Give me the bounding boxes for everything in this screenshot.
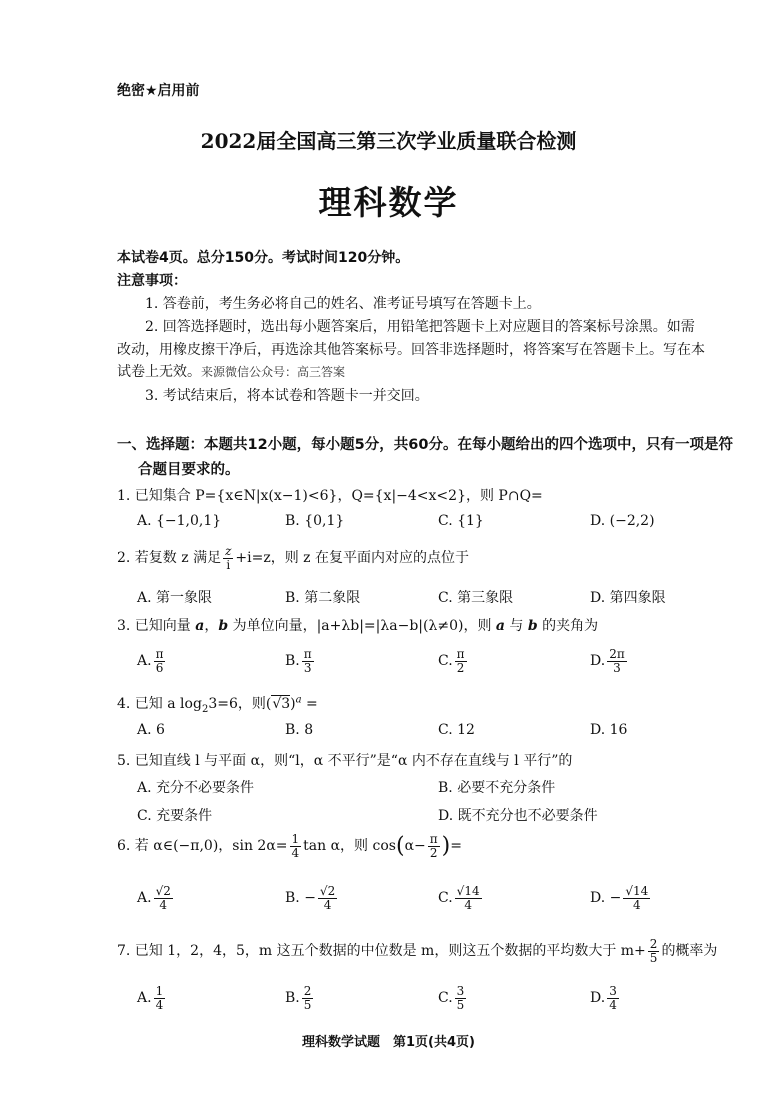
notes-heading: 注意事项： <box>117 273 187 289</box>
confidential-mark: 绝密★启用前 <box>117 83 200 99</box>
q7-d-label: D. <box>590 990 606 1007</box>
q3-c-num: π <box>456 647 465 661</box>
note-2-line-3 <box>117 361 345 381</box>
q6-post: = <box>450 838 462 855</box>
q6-c-frac <box>455 885 482 911</box>
q7-frac <box>648 938 660 964</box>
q3-b-label: B. <box>285 653 300 670</box>
q6-c-label: C. <box>438 890 453 907</box>
q6-b-label: B. − <box>285 890 316 907</box>
section-1-heading-cont: 合题目要求的。 <box>138 462 240 478</box>
q7-a-num: 1 <box>155 984 164 998</box>
q7-d-num: 3 <box>609 984 617 998</box>
q1-option-c: C. {1} <box>438 513 484 529</box>
q6-d-den: 4 <box>623 898 650 912</box>
q6-a-den: 4 <box>154 898 173 912</box>
q6-a-num: √2 <box>155 884 171 898</box>
exam-info: 本试卷4页。总分150分。考试时间120分钟。 <box>117 250 410 266</box>
q6-d-num: √14 <box>625 884 649 898</box>
q7-pre: 7. 已知 1，2，4，5，m 这五个数据的中位数是 m，则这五个数据的平均数大于 m+ <box>117 943 646 960</box>
q7-a-label: A. <box>137 990 152 1007</box>
q3-a-num: π <box>155 647 164 661</box>
q6-g-den: 2 <box>428 846 440 860</box>
q3-b-den: 3 <box>302 661 314 675</box>
q2-pre: 2. 若复数 z 满足 <box>117 550 222 567</box>
q3-sep: ， <box>204 618 219 634</box>
q7-c-label: C. <box>438 990 453 1007</box>
q4-log-base: 2 <box>201 703 209 715</box>
q7-a-frac <box>154 985 166 1011</box>
question-3-stem <box>117 615 598 635</box>
q4-pre: 4. 已知 a log <box>117 696 202 712</box>
q3-vec-b: b <box>218 618 229 634</box>
q5-option-b: B. 必要不充分条件 <box>438 780 556 796</box>
q3-d-frac <box>607 648 627 674</box>
q7-d-den: 4 <box>609 997 617 1012</box>
q5-option-a: A. 充分不必要条件 <box>137 780 255 796</box>
exam-title: 2022届全国高三第三次学业质量联合检测 <box>200 129 577 153</box>
q6-option-c <box>438 885 484 911</box>
q6-a-frac <box>154 885 173 911</box>
q3-vec-a-2: a <box>495 618 505 634</box>
question-6-stem <box>117 833 462 859</box>
q4-option-b: B. 8 <box>285 722 314 738</box>
section-1-heading: 一、选择题：本题共12小题，每小题5分，共60分。在每小题给出的四个选项中，只有一项是符 <box>117 437 733 453</box>
q2-option-a: A. 第一象限 <box>137 590 213 606</box>
q4-exponent: a <box>295 694 302 706</box>
q6-frac-half-pi <box>428 833 440 859</box>
q2-fraction <box>223 545 233 571</box>
q4-option-a: A. 6 <box>137 722 165 738</box>
q7-b-den: 5 <box>303 997 312 1012</box>
q7-c-num: 3 <box>456 984 465 998</box>
q3-c-label: C. <box>438 653 453 670</box>
q3-option-c <box>438 648 469 674</box>
note-2-line-2: 改动，用橡皮擦干净后，再选涂其他答案标号。回答非选择题时，将答案写在答题卡上。写在本 <box>117 342 705 358</box>
q6-mid: tan α，则 cos <box>303 838 396 855</box>
q7-post: 的概率为 <box>661 943 718 960</box>
q3-d-label: D. <box>590 653 606 670</box>
q1-option-a: A. {−1,0,1} <box>137 513 222 529</box>
q6-lparen: ( <box>395 833 405 859</box>
q6-b-frac <box>318 885 337 911</box>
q6-c-num: √14 <box>456 884 480 898</box>
q3-option-b <box>285 648 316 674</box>
q6-f-den: 4 <box>291 845 300 860</box>
q3-a-den: 6 <box>154 661 166 675</box>
q3-vec-a: a <box>195 618 205 634</box>
question-1-stem: 1. 已知集合 P={x∈N|x(x−1)<6}，Q={x|−4<x<2}，则 P∩Q= <box>117 488 543 504</box>
question-5-stem: 5. 已知直线 l 与平面 α，则“l，α 不平行”是“α 内不存在直线与 l 平行”的 <box>117 753 573 769</box>
q6-b-den: 4 <box>318 898 337 912</box>
q7-b-num: 2 <box>303 984 312 998</box>
q3-mid: 为单位向量，|a+λb|=|λa−b|(λ≠0)，则 <box>228 618 496 634</box>
q3-vec-b-2: b <box>527 618 538 634</box>
question-7-stem <box>117 938 717 964</box>
note-3: 3. 考试结束后，将本试卷和答题卡一并交回。 <box>145 388 429 404</box>
q7-f-num: 2 <box>649 937 658 951</box>
q3-c-den: 2 <box>455 661 467 675</box>
q4-option-c: C. 12 <box>438 722 475 738</box>
q2-frac-den: i <box>223 558 233 572</box>
q3-pre: 3. 已知向量 <box>117 618 196 634</box>
q3-a-frac <box>154 648 166 674</box>
q1-option-d: D. (−2,2) <box>590 513 655 529</box>
q3-d-den: 3 <box>607 661 627 675</box>
q7-option-a <box>137 985 167 1011</box>
q4-mid: 3=6，则( <box>208 696 272 712</box>
q2-option-c: C. 第三象限 <box>438 590 514 606</box>
q6-c-den: 4 <box>455 898 482 912</box>
q3-a-label: A. <box>137 653 152 670</box>
q6-rparen: ) <box>441 833 451 859</box>
q6-option-a <box>137 885 175 911</box>
q5-option-d: D. 既不充分也不必要条件 <box>438 808 598 824</box>
q3-post: 的夹角为 <box>537 618 599 634</box>
question-2-stem <box>117 545 469 571</box>
q3-c-frac <box>455 648 467 674</box>
q6-pre: 6. 若 α∈(−π,0)，sin 2α= <box>117 838 288 855</box>
q2-frac-num: z <box>225 544 232 558</box>
q4-sqrt: √3 <box>272 696 291 712</box>
q6-d-label: D. − <box>590 890 622 907</box>
q7-b-frac <box>302 985 314 1011</box>
q3-d-num: 2π <box>609 647 625 661</box>
q7-c-frac <box>455 985 467 1011</box>
q7-d-frac <box>607 985 619 1011</box>
q6-a-label: A. <box>137 890 152 907</box>
q6-inner: α− <box>404 838 426 855</box>
q6-g-num: π <box>429 832 438 846</box>
q7-option-b <box>285 985 315 1011</box>
q3-option-d <box>590 648 629 674</box>
q6-option-b <box>285 885 339 911</box>
q6-d-frac <box>623 885 650 911</box>
note-2-line-3-text: 试卷上无效。 <box>117 364 201 380</box>
q2-post: +i=z，则 z 在复平面内对应的点位于 <box>235 550 470 567</box>
q6-frac-quarter <box>290 833 302 859</box>
q4-option-d: D. 16 <box>590 722 628 738</box>
q7-b-label: B. <box>285 990 300 1007</box>
q4-post: = <box>301 696 318 712</box>
subject-title: 理科数学 <box>318 183 459 222</box>
q6-f-num: 1 <box>291 832 300 846</box>
q2-option-b: B. 第二象限 <box>285 590 361 606</box>
q3-option-a <box>137 648 167 674</box>
q2-option-d: D. 第四象限 <box>590 590 666 606</box>
q3-and: 与 <box>504 618 528 634</box>
note-2-line-1: 2. 回答选择题时，选出每小题答案后，用铅笔把答题卡上对应题目的答案标号涂黑。如需 <box>145 319 695 335</box>
q7-f-den: 5 <box>649 950 658 965</box>
source-note: 来源微信公众号：高三答案 <box>201 365 346 379</box>
q4-close: ) <box>290 696 296 712</box>
note-1: 1. 答卷前，考生务必将自己的姓名、准考证号填写在答题卡上。 <box>145 296 541 312</box>
q3-b-frac <box>302 648 314 674</box>
q6-b-num: √2 <box>319 884 336 898</box>
question-4-stem <box>117 693 318 715</box>
q7-option-c <box>438 985 468 1011</box>
q7-a-den: 4 <box>155 997 164 1012</box>
q5-option-c: C. 充要条件 <box>137 808 213 824</box>
q1-option-b: B. {0,1} <box>285 513 345 529</box>
q7-c-den: 5 <box>456 997 465 1012</box>
q6-option-d <box>590 885 652 911</box>
q7-option-d <box>590 985 621 1011</box>
page-footer: 理科数学试题 第1页(共4页) <box>302 1035 475 1050</box>
q3-b-num: π <box>303 647 312 661</box>
